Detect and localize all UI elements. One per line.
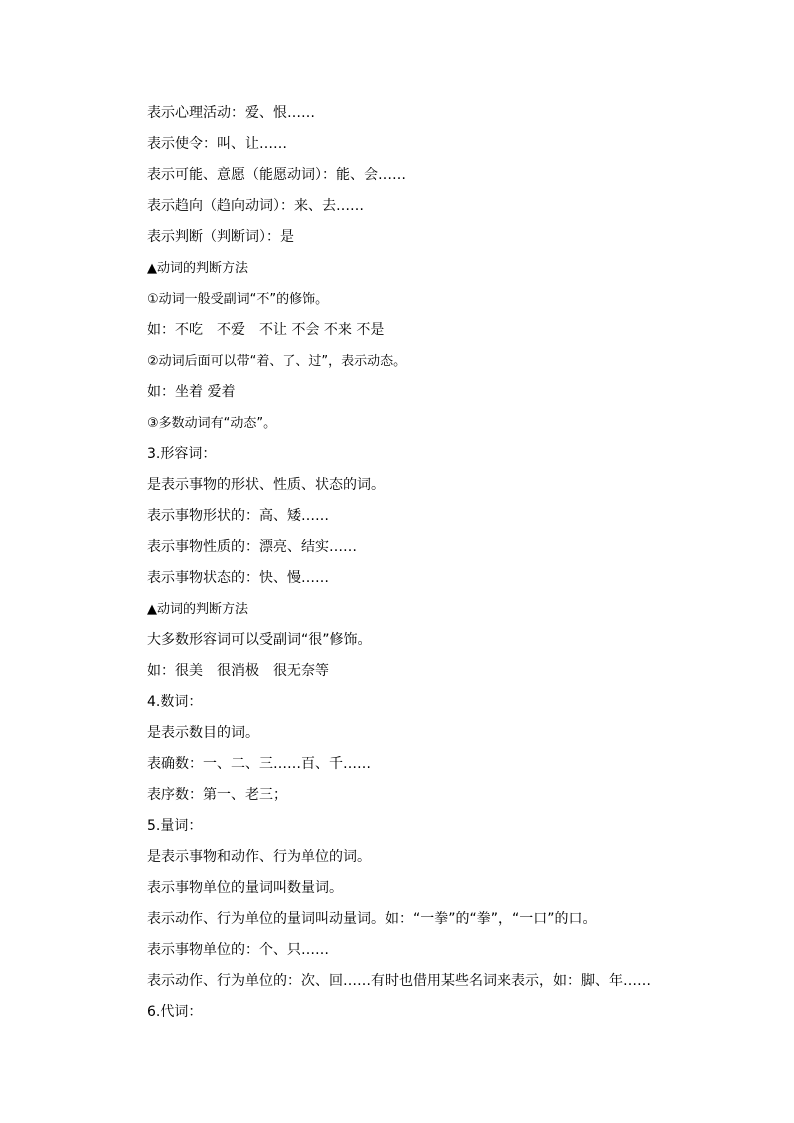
text-line: 表示使令：叫、让…… <box>147 136 287 152</box>
section-heading: ▲动词的判断方法 <box>147 261 248 276</box>
text-line: 是表示事物的形状、性质、状态的词。 <box>147 477 385 493</box>
text-line: ③多数动词有“动态”。 <box>147 416 277 431</box>
text-line: 表示趋向（趋向动词）：来、去…… <box>147 198 364 214</box>
text-line: 如：不吃 不爱 不让 不会 不来 不是 <box>147 322 385 338</box>
text-line: 是表示数目的词。 <box>147 725 259 741</box>
text-line: 如：坐着 爱着 <box>147 384 236 400</box>
text-line: 表示可能、意愿（能愿动词）：能、会…… <box>147 167 406 183</box>
text-line: 表示事物形状的：高、矮…… <box>147 508 329 524</box>
text-line: 表示事物单位的：个、只…… <box>147 942 329 958</box>
section-title: 6.代词： <box>147 1004 203 1020</box>
text-line: 表序数：第一、老三； <box>147 787 287 803</box>
text-line: 大多数形容词可以受副词“很”修饰。 <box>147 632 372 648</box>
text-line: 是表示事物和动作、行为单位的词。 <box>147 849 371 865</box>
text-line: ②动词后面可以带“着、了、过”，表示动态。 <box>147 354 407 369</box>
section-title: 4.数词： <box>147 694 203 710</box>
text-line: 表示动作、行为单位的量词叫动量词。如：“一拳”的“拳”，“一口”的口。 <box>147 911 597 927</box>
text-line: 表示事物单位的量词叫数量词。 <box>147 880 343 896</box>
section-title: 5.量词： <box>147 818 203 834</box>
section-heading: ▲动词的判断方法 <box>147 602 248 617</box>
text-line: ①动词一般受副词“不”的修饰。 <box>147 292 329 307</box>
text-line: 表示事物性质的：漂亮、结实…… <box>147 539 357 555</box>
text-line: 表示心理活动：爱、恨…… <box>147 105 315 121</box>
text-line: 表确数：一、二、三……百、千…… <box>147 756 371 772</box>
text-line: 如：很美 很消极 很无奈等 <box>147 663 329 679</box>
section-title: 3.形容词： <box>147 446 217 462</box>
text-line: 表示事物状态的：快、慢…… <box>147 570 329 586</box>
document-body <box>147 98 747 1028</box>
text-line: 表示动作、行为单位的：次、回……有时也借用某些名词来表示，如：脚、年…… <box>147 973 651 989</box>
text-line: 表示判断（判断词）：是 <box>147 229 294 245</box>
